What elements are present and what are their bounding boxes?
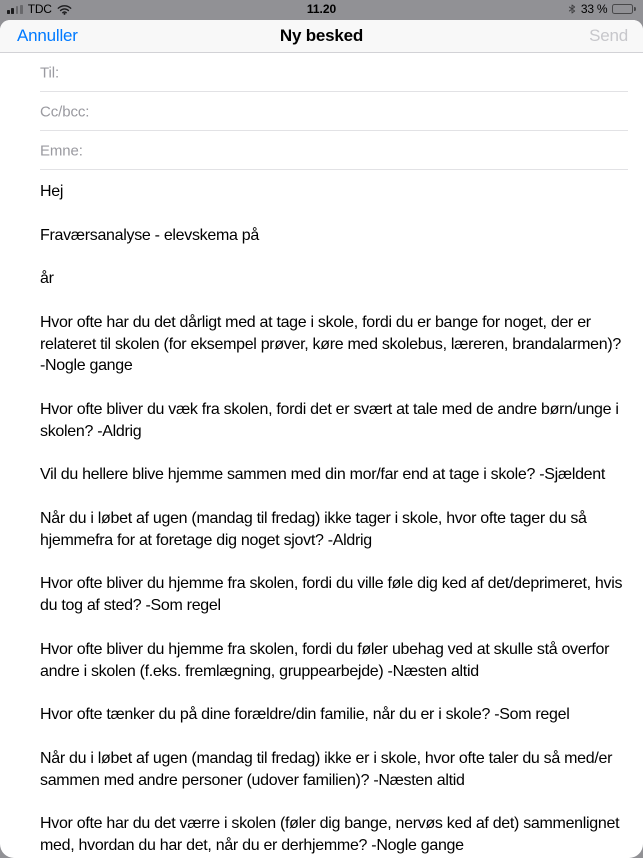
body-paragraph: Hvor ofte bliver du hjemme fra skolen, fordi du ville føle dig ked af det/deprimeret, hvis du tog af sted? -Som regel: [40, 575, 623, 615]
subject-field-label: Emne:: [40, 142, 83, 159]
cc-bcc-field[interactable]: [0, 92, 643, 131]
battery-percent-label: 33 %: [580, 2, 608, 16]
body-paragraph: Vil du hellere blive hjemme sammen med din mor/far end at tage i skole? -Sjældent: [40, 466, 606, 484]
bluetooth-icon: [568, 3, 576, 15]
body-paragraph: Hvor ofte har du det værre i skolen (føler dig bange, nervøs ked af det) sammenlignet med, hvordan du har det, når du er derhjemme? -Nogle gange: [40, 815, 620, 854]
body-paragraph: Hvor ofte tænker du på dine forældre/din familie, når du er i skole? -Som regel: [40, 706, 570, 724]
to-field-label: Til:: [40, 64, 60, 81]
battery-icon: [612, 4, 636, 14]
field-divider: [40, 169, 628, 170]
wifi-icon: [57, 4, 72, 15]
body-paragraph: Hvor ofte bliver du hjemme fra skolen, fordi du føler ubehag ved at skulle stå overfor andre i skolen (f.eks. fremlægning, gruppearbejde) -Næsten altid: [40, 640, 610, 680]
body-paragraph: Hej: [40, 183, 64, 200]
cc-bcc-field-label: Cc/bcc:: [40, 103, 90, 120]
to-field[interactable]: [0, 53, 643, 92]
carrier-label: TDC: [27, 2, 52, 16]
body-paragraph: Når du i løbet af ugen (mandag til fredag) ikke tager i skole, hvor ofte tager du så hjemmefra for at foretage dig noget sjovt? -Aldrig: [40, 509, 587, 549]
cancel-button[interactable]: Annuller: [17, 26, 78, 45]
compose-sheet: [0, 20, 643, 858]
body-paragraph: år: [40, 270, 54, 288]
body-paragraph: Hvor ofte har du det dårligt med at tage i skole, fordi du er bange for noget, der er relateret til skolen (for eksempel prøver, køre med skolebus, læreren, brandalarmen)? -Nogle gange: [40, 313, 621, 375]
message-body[interactable]: [0, 170, 643, 858]
subject-field[interactable]: [0, 131, 643, 170]
body-paragraph: Hvor ofte bliver du væk fra skolen, fordi det er svært at tale med de andre børn/unge i skolen? -Aldrig: [40, 400, 619, 440]
body-paragraph: Fraværsanalyse - elevskema på: [40, 226, 259, 244]
clock: 11.20: [306, 2, 337, 16]
status-bar: [0, 0, 643, 20]
compose-title: Ny besked: [279, 26, 364, 45]
compose-nav-bar: [0, 20, 643, 53]
send-button[interactable]: Send: [589, 26, 628, 45]
body-paragraph: Når du i løbet af ugen (mandag til fredag) ikke er i skole, hvor ofte taler du så med/er sammen med andre personer (udover familien)? -Næsten altid: [40, 749, 613, 789]
cellular-signal-icon: [7, 5, 23, 14]
